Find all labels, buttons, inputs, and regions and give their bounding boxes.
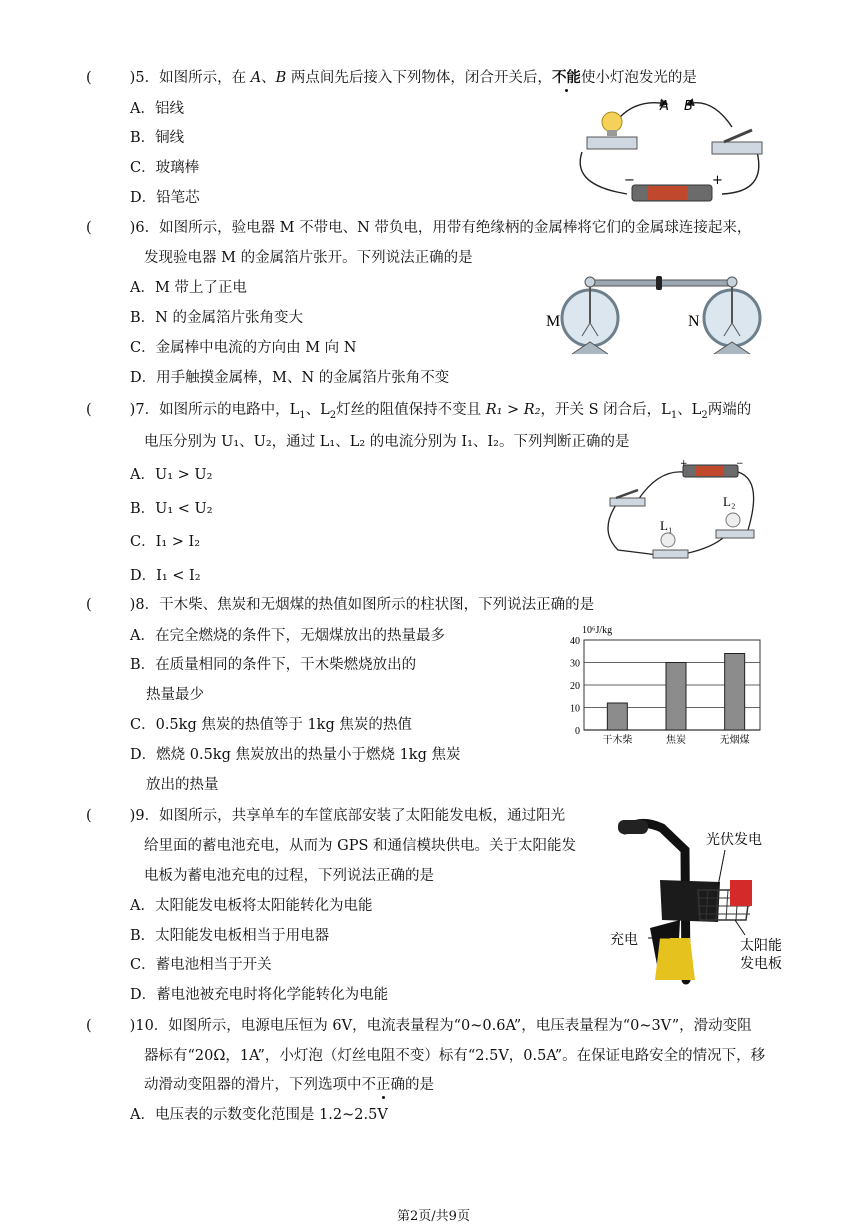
q7-line1-a: 7．如图所示的电路中，L [135,402,300,418]
q7-line1-b: 、L [305,402,330,418]
q7-option-d[interactable]: D．I₁ < I₂ [130,568,201,584]
q9-option-c[interactable]: C．蓄电池相当于开关 [130,957,272,973]
q5-point-a: A [250,70,262,86]
q8-bar-chart [560,620,770,752]
q6-line1: 6．如图所示，验电器 M 不带电、N 带负电，用带有绝缘柄的金属棒将它们的金属球连接起来， [135,220,752,236]
chart-xtick-label: 干木柴 [602,735,633,746]
label-charge: 充电 [610,932,638,948]
q5-stem [86,66,697,87]
bulb-l2-icon [726,513,740,527]
module-box-icon [730,880,752,906]
sub-1: 1 [670,409,678,421]
bulb-icon [602,112,622,132]
q7-circuit-figure [598,460,773,570]
q6-stem-line1 [86,216,751,237]
answer-paren-close: ) [129,1018,136,1034]
chart-ytick-label: 30 [570,658,580,670]
q10-emphasis: 不正确 [362,1073,406,1094]
label-b: B [684,99,693,114]
q6-stem-line2: 发现验电器 M 的金属箔片张开。下列说法正确的是 [144,250,473,266]
chart-ylabel: 10⁶J/kg [582,625,613,636]
answer-paren-close: ) [129,402,136,418]
page-footer: 第2页/共9页 [397,1209,470,1224]
q9-line1: 9．如图所示，共享单车的车筐底部安装了太阳能发电板，通过阳光 [135,808,566,824]
q7-option-b[interactable]: B．U₁ < U₂ [130,501,213,517]
answer-paren-close: ) [129,808,136,824]
q8-option-d-cont: 放出的热量 [146,777,219,793]
q8-option-d[interactable]: D．燃烧 0.5kg 焦炭放出的热量小于燃烧 1kg 焦炭 [130,747,461,763]
q9-option-a[interactable]: A．太阳能发电板将太阳能转化为电能 [130,898,373,914]
q7-stem-line2: 电压分别为 U₁、U₂，通过 L₁、L₂ 的电流分别为 I₁、I₂。下列判断正确的是 [144,434,630,450]
q6-option-a[interactable]: A．M 带上了正电 [130,280,247,296]
chart-xtick-label: 焦炭 [666,735,686,746]
q5-point-b: B [275,70,287,86]
q5-emphasis: 不能 [552,66,581,87]
battery-minus: − [736,460,744,469]
label-a: A [660,99,669,114]
label-panel-1: 太阳能 [740,938,782,954]
answer-paren-open: ( [86,808,92,824]
sub-1: 1 [299,409,306,421]
answer-paren-open: ( [86,597,92,613]
q7-line1-d: ，开关 S 闭合后，L [540,402,671,418]
q7-option-c[interactable]: C．I₁ > I₂ [130,534,201,550]
chart-bar [666,663,686,731]
bulb-l1-icon [661,533,675,547]
q6-option-c[interactable]: C．金属棒中电流的方向由 M 向 N [130,340,357,356]
q7-line1-f: 两端的 [707,402,752,418]
q10-option-a[interactable]: A．电压表的示数变化范围是 1.2~2.5V [130,1107,388,1123]
q8-option-b[interactable]: B．在质量相同的条件下，干木柴燃烧放出的 [130,657,417,673]
answer-paren-close: ) [129,597,136,613]
q5-option-d[interactable]: D．铅笔芯 [130,190,200,206]
q7-resistance-relation: R₁ > R₂ [485,402,541,418]
q7-line1-c: 灯丝的阻值保持不变且 [336,402,486,418]
q10-line1: 10．如图所示，电源电压恒为 6V，电流表量程为“0~0.6A”，电压表量程为“0~3V”，滑动变阻 [135,1018,752,1034]
q5-option-c[interactable]: C．玻璃棒 [130,160,200,176]
label-l2: L₂ [723,494,736,509]
switch-icon [616,490,638,498]
q8-option-b-cont: 热量最少 [146,687,204,703]
q9-stem-line1 [86,804,565,825]
q8-option-a[interactable]: A．在完全燃烧的条件下，无烟煤放出的热量最多 [130,628,445,644]
q5-option-a[interactable]: A．铝线 [130,101,184,117]
q7-stem-line1 [86,398,751,421]
q8-option-c[interactable]: C．0.5kg 焦炭的热值等于 1kg 焦炭的热值 [130,717,412,733]
q10-stem-line1 [86,1014,752,1035]
chart-xtick-label: 无烟煤 [719,735,750,746]
label-n: N [688,313,700,330]
label-panel-2: 发电板 [740,956,782,972]
answer-paren-close: ) [129,70,136,86]
answer-paren-open: ( [86,402,92,418]
q9-stem-line3: 电板为蓄电池充电的过程，下列说法正确的是 [144,868,434,884]
q9-option-d[interactable]: D．蓄电池被充电时将化学能转化为电能 [130,987,389,1003]
battery-minus: − [624,173,635,188]
q8-stem-text: 8．干木柴、焦炭和无烟煤的热值如图所示的柱状图，下列说法正确的是 [135,597,595,613]
q5-circuit-figure [572,92,772,202]
q5-stem-c: 使小灯泡发光的是 [580,70,697,86]
handlebar-icon [618,820,648,834]
q9-bicycle-figure [600,810,790,985]
q6-electroscope-figure [540,268,780,360]
q10-stem-line3 [144,1073,434,1094]
q8-stem [86,593,594,614]
q6-option-b[interactable]: B．N 的金属箔片张角变大 [130,310,303,326]
q10-stem-line2: 器标有“20Ω，1A”，小灯泡（灯丝电阻不变）标有“2.5V，0.5A”。在保证电路安全的情况下，移 [144,1048,766,1064]
charging-base-icon [655,938,695,980]
chart-ytick-label: 40 [570,636,580,647]
q5-option-b[interactable]: B．铜线 [130,130,185,146]
chart-ytick-label: 10 [570,703,580,715]
q9-stem-line2: 给里面的蓄电池充电，从而为 GPS 和通信模块供电。关于太阳能发 [144,838,576,854]
q7-option-a[interactable]: A．U₁ > U₂ [130,467,213,483]
answer-paren-open: ( [86,220,92,236]
sub-2: 2 [701,409,708,421]
switch-icon [724,130,752,142]
battery-plus: + [712,173,723,188]
label-pv: 光伏发电 [706,832,762,848]
q5-stem-a: 5．如图所示，在 [135,70,251,86]
q10-line3-a: 动滑动变阻器的滑片，下列选项中 [144,1077,362,1093]
label-l1: L₁ [660,518,673,533]
q9-option-b[interactable]: B．太阳能发电板相当于用电器 [130,928,330,944]
battery-plus: + [680,460,688,469]
answer-paren-open: ( [86,1018,92,1034]
answer-paren-close: ) [129,220,136,236]
q6-option-d[interactable]: D．用手触摸金属棒，M、N 的金属箔片张角不变 [130,370,450,386]
chart-bar [607,703,627,730]
label-m: M [546,313,561,330]
chart-ytick-label: 20 [570,681,580,692]
q5-sep: 、 [261,70,276,86]
q7-line1-e: 、L [677,402,702,418]
chart-bar [725,654,745,731]
q5-stem-b: 两点间先后接入下列物体，闭合开关后， [286,70,552,86]
chart-ytick-label: 0 [575,726,580,737]
answer-paren-open: ( [86,70,92,86]
sub-2: 2 [329,409,337,421]
q10-line3-b: 的是 [405,1077,434,1093]
